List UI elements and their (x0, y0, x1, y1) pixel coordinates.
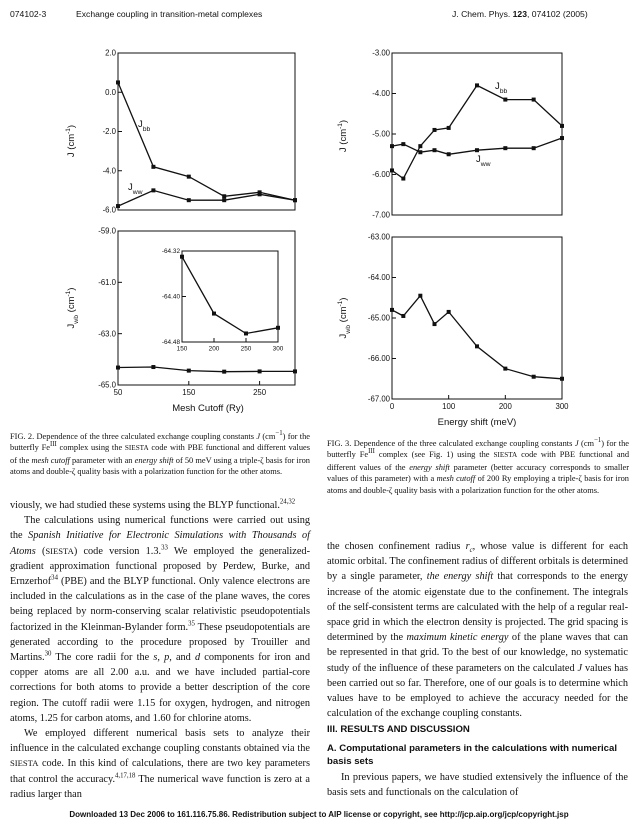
body-text: the chosen confinement radius (327, 541, 466, 552)
fig2-top-ytick-label: -2.0 (102, 127, 116, 137)
fig3-top-ytick-label: -4.00 (372, 89, 390, 99)
fig3-top-jww-marker (532, 146, 536, 150)
body-text: , (157, 652, 165, 664)
body-em: Spanish Initiative for Electronic Simulations with Thousands of Atoms (10, 530, 310, 557)
fig3-bottom-xtick-label: 0 (389, 401, 395, 411)
fig2-top-jww-marker (116, 204, 120, 208)
fig3-bottom-jwb-marker (418, 294, 422, 298)
fig2-top-label-jww: $J_{ww}$ (128, 182, 143, 196)
fig3-top-jww-marker (401, 142, 405, 146)
fig3-bottom-jwb-marker (447, 310, 451, 314)
fig3-top-label-jbb: $J_{bb}$ (495, 81, 508, 95)
fig2-top-jbb-marker (151, 165, 155, 169)
download-footer: Downloaded 13 Dec 2006 to 161.116.75.86. Redistribution subject to AIP license or copyright, see http://jcp.aip.org/jcp/copyright.jsp (69, 810, 569, 819)
fig3-top-jww-marker (503, 146, 507, 150)
fig3-top-jww-marker (433, 148, 437, 152)
fig3-top-jbb-marker (447, 126, 451, 130)
fig2-top-jww-marker (293, 198, 297, 202)
cap-text: Dependence of the three calculated exchange coupling constants (351, 439, 575, 448)
fig2-bottom-jwb-marker (258, 369, 262, 373)
fig3-top-panel (337, 49, 564, 220)
fig2-bottom-ylabel (65, 288, 80, 329)
body-text: ) code version 1.3. (73, 545, 162, 557)
article-year: , 074102 (2005) (527, 9, 588, 19)
fig3-bottom-ytick-label: -63.00 (367, 232, 390, 242)
right-paragraph-2: In previous papers, we have studied extensively the influence of the basis sets and functionals on the calculation of (327, 772, 628, 799)
svg-text:Jwb (cm-1): $J_{wb}$ $(cm^{-1})$ (337, 297, 352, 339)
fig3-bottom-jwb-marker (503, 367, 507, 371)
fig3-bottom-ytick-label: -65.00 (367, 313, 390, 323)
fig2-bottom-ytick-label: -65.0 (98, 380, 116, 390)
body-text: The numerical wave function is zero at a radius larger than (10, 773, 310, 800)
cap-text: code with PBE functional and different values of the (10, 443, 311, 465)
fig2-inset-ytick-label: -64.32 (161, 248, 180, 256)
fig2-top-jww-marker (222, 198, 226, 202)
figure-3 (332, 44, 574, 434)
figure-2 (60, 40, 305, 420)
citation: 30 (44, 650, 52, 658)
fig3-top-jbb-marker (390, 168, 394, 172)
fig3-top-ytick-label: -3.00 (372, 48, 390, 58)
journal-name: J. Chem. Phys. (452, 9, 511, 19)
fig2-bottom-xtick-label: 50 (113, 387, 123, 397)
fig3-bottom-jwb-marker (433, 322, 437, 326)
cap-text: parameter (better accuracy corresponds to smaller values of this parameter) with a (327, 462, 629, 484)
fig2-inset-xtick-label: 250 (240, 345, 252, 353)
fig2-top-ytick-label: -4.0 (102, 166, 116, 176)
svg-text:Jwb (cm-1): $J_{wb}$ $(cm^{-1})$ (65, 287, 80, 329)
body-text: ( (35, 545, 46, 557)
fig3-xlabel: Energy shift (meV) (437, 417, 517, 428)
body-text: values has been carried out so far. Therefore, one of our goals is to determine which values have to be employed to achieve the accuracy needed for the calculation of the exchange coupling constants. (327, 662, 628, 720)
cap-text: ) for the butterfly Fe (10, 432, 310, 453)
cap-text: (cm (260, 432, 276, 441)
fig2-inset-jwb-marker (212, 312, 216, 316)
fig2-top-jbb-marker (222, 194, 226, 198)
cap-text: of 50 meV using a triple-ζ basis for iron atoms and double-ζ quality basis with a polarization function for the other atoms. (10, 455, 310, 477)
cap-em: energy shift (409, 462, 450, 472)
fig2-bottom-jwb-marker (151, 365, 155, 369)
fig3-bottom-ytick-label: -66.00 (367, 354, 390, 364)
fig2-caption-label: FIG. 2. (10, 432, 35, 441)
citation: 4,17,18 (115, 772, 136, 780)
fig3-bottom-ytick-label: -67.00 (367, 394, 390, 404)
cap-text: parameter with an (69, 455, 135, 465)
fig3-top-jww-marker (475, 148, 479, 152)
fig2-top-ytick-label: 0.0 (105, 87, 116, 97)
body-text: components for iron and copper atoms are all 2.00 a.u. and we have included partial-core corrections for both atoms to provide a better description of the core region. The cutoff radii were 1.15 for oxygen, hydrogen, and nitrogen atoms, 1.25 for carbon atoms, and 1.60 for chlorine atoms. (10, 652, 310, 724)
page-id: 074102-3 (10, 9, 47, 19)
fig3-bottom-jwb-marker (401, 314, 405, 318)
body-text: of the plane waves that can be represented in that grid. To the best of our knowledge, no systematic study of the influence of these parameters on the calculated (327, 632, 628, 674)
cap-em: mesh cutoff (436, 474, 476, 484)
left-paragraph-2 (10, 513, 310, 726)
body-text: code. In this kind of calculations, there are two key parameters that control the accuracy. (10, 758, 310, 785)
cap-var: J (574, 439, 579, 448)
journal-volume: 123 (512, 9, 527, 19)
body-text: that corresponds to the energy increase of the atomic eigenstate due to the confinement. The integrals of the self-consistent terms are calculated with the help of a regular real-space grid in which the electron density is projected. The grid spacing is determined by the (327, 571, 628, 644)
cap-text: complex (see Fig. 1) using the (374, 450, 494, 460)
fig3-top-jbb-marker (503, 98, 507, 102)
fig2-top-label-jbb: $J_{bb}$ (138, 119, 151, 133)
journal-citation (452, 9, 588, 19)
fig3-top-ytick-label: -7.00 (372, 210, 390, 220)
fig3-top-label-jww: $J_{ww}$ (476, 154, 491, 168)
cap-em: energy shift (134, 455, 174, 465)
fig2-bottom-jwb-marker (222, 370, 226, 374)
body-em: c (469, 547, 473, 555)
body-text: We employed the generalized-gradient approximation functional proposed by Perdew, Burke, and Ernzerhof (10, 545, 310, 588)
fig3-bottom-frame (392, 237, 562, 399)
fig2-bottom-jwb-marker (187, 369, 191, 373)
fig2-bottom-xtick-label: 150 (182, 387, 196, 397)
fig3-top-ytick-label: -6.00 (372, 170, 390, 180)
fig3-top-jbb-marker (560, 124, 564, 128)
body-em: the energy shift (426, 571, 494, 583)
right-column-top (327, 539, 628, 721)
cap-siesta: SIESTA (124, 444, 149, 453)
fig2-inset-xtick-label: 200 (208, 345, 220, 353)
fig3-bottom-ytick-label: -64.00 (367, 273, 390, 283)
fig3-top-frame (392, 53, 562, 215)
body-text: These pseudopotentials are generated according to the procedure proposed by Trouiller and Martins. (10, 621, 310, 664)
body-siesta: SIESTA (45, 545, 74, 556)
svg-text:J (cm-1): J $(cm^{-1})$ (65, 124, 77, 158)
fig3-bottom-jwb-marker (390, 308, 394, 312)
right-paragraph-1 (327, 539, 628, 721)
fig2-top-jbb-marker (187, 175, 191, 179)
fig2-top-jbb-line (118, 82, 295, 200)
fig3-bottom-xtick-label: 100 (442, 401, 456, 411)
fig3-bottom-xtick-label: 200 (498, 401, 512, 411)
fig3-top-ytick-label: -5.00 (372, 129, 390, 139)
fig2-top-ytick-label: -6.0 (102, 205, 116, 215)
fig2-inset-jwb-marker (276, 326, 280, 330)
fig3-top-jbb-marker (418, 144, 422, 148)
body-text: , and (169, 652, 195, 664)
body-text: (PBE) and the BLYP functional. Only valence electrons are included in the calculations as in the case of the plane waves, the cores being replaced by norm-conserving scalar relativistic pseudopotentials factorized in the Kleinman-Bylander form. (10, 576, 310, 633)
fig3-bottom-jwb-line (392, 296, 562, 379)
fig3-top-jww-marker (447, 152, 451, 156)
cap-em: mesh cutoff (31, 455, 70, 465)
running-title: Exchange coupling in transition-metal complexes (76, 9, 263, 19)
fig2-bottom-jwb-marker (116, 366, 120, 370)
cap-siesta: SIESTA (493, 451, 518, 460)
cap-var: J (256, 432, 261, 441)
fig2-inset-xtick-label: 300 (272, 345, 284, 353)
body-text: , whose value is different for each atomic orbital. The confinement radius of different orbitals is determined by a single parameter, (327, 541, 628, 583)
fig3-top-jbb-marker (433, 128, 437, 132)
left-paragraph-3 (10, 726, 310, 802)
body-em: maximum kinetic energy (406, 632, 509, 644)
fig2-inset-ytick-label: -64.48 (161, 339, 180, 347)
body-em: r (465, 541, 470, 552)
fig3-caption (327, 438, 629, 496)
body-em: s (153, 652, 158, 664)
fig2-top-jbb-marker (116, 80, 120, 84)
fig2-top-ytick-label: 2.0 (105, 48, 116, 58)
cap-sup: −1 (594, 437, 602, 445)
cap-text: (cm (578, 439, 595, 448)
fig2-top-jww-line (118, 190, 295, 206)
citation: 24,32 (279, 498, 296, 506)
body-text: We employed different numerical basis sets to analyze their influence in the calculated exchange coupling constants obtained via the (10, 728, 310, 755)
cap-sup: III (49, 441, 57, 449)
cap-text: complex using the (56, 443, 125, 453)
fig3-bottom-ylabel (337, 298, 352, 339)
body-em: J (577, 662, 583, 674)
cap-text: ) for the butterfly Fe (327, 439, 630, 460)
fig3-bottom-jwb-marker (475, 344, 479, 348)
fig2-bottom-jwb-marker (293, 369, 297, 373)
fig2-inset-jwb-marker (244, 331, 248, 335)
cap-text: code with PBE functional and different values of the (327, 450, 630, 472)
fig2-caption (10, 431, 310, 478)
fig3-bottom-jwb-marker (560, 377, 564, 381)
body-text: The calculations using numerical functions were carried out using the (10, 515, 310, 542)
fig3-top-jww-marker (418, 150, 422, 154)
fig2-xlabel: Mesh Cutoff (Ry) (172, 403, 244, 414)
fig2-inset-ytick-label: -64.40 (161, 293, 180, 301)
subsection-heading: A. Computational parameters in the calculations with numerical basis sets (327, 743, 618, 767)
cap-sup: III (368, 448, 375, 456)
fig2-bottom-ytick-label: -59.0 (98, 226, 116, 236)
fig2-top-panel (65, 49, 297, 215)
cap-text: of 200 Ry employing a triple-ζ basis for iron atoms and double-ζ quality basis with a polarization function for the other atoms. (327, 474, 629, 495)
fig2-bottom-ytick-label: -61.0 (98, 278, 116, 288)
fig2-bottom-xtick-label: 250 (253, 387, 267, 397)
body-siesta: SIESTA (10, 758, 39, 769)
fig2-inset-jwb-marker (180, 255, 184, 259)
left-column (10, 498, 310, 802)
fig2-inset-xtick-label: 150 (176, 345, 188, 353)
fig3-top-jbb-marker (401, 177, 405, 181)
cap-sup: −1 (275, 430, 283, 438)
cap-text: Dependence of the three calculated exchange coupling constants (34, 432, 257, 441)
fig3-top-jbb-marker (532, 98, 536, 102)
fig3-top-jww-marker (560, 136, 564, 140)
fig2-top-jww-marker (187, 198, 191, 202)
fig2-top-jww-marker (258, 192, 262, 196)
fig3-top-ylabel (337, 120, 349, 152)
left-paragraph-1 (10, 498, 310, 513)
section-heading: III. RESULTS AND DISCUSSION (327, 724, 470, 735)
fig3-bottom-panel (337, 233, 569, 428)
right-column-bottom (327, 770, 628, 800)
citation: 35 (188, 620, 195, 628)
body-em: d (194, 652, 201, 664)
citation: 33 (161, 544, 168, 552)
fig2-top-ylabel (65, 125, 77, 157)
body-text: viously, we had studied these systems using the BLYP functional. (10, 500, 280, 511)
body-text: The core radii for the (51, 652, 154, 664)
fig3-bottom-jwb-marker (532, 375, 536, 379)
fig3-top-jbb-marker (475, 83, 479, 87)
fig2-bottom-jwb-line (118, 367, 295, 372)
fig3-caption-label: FIG. 3. (327, 439, 352, 448)
body-em: p (164, 652, 170, 664)
fig2-top-jww-marker (151, 188, 155, 192)
fig3-top-jww-marker (390, 144, 394, 148)
fig3-bottom-xtick-label: 300 (555, 401, 569, 411)
fig2-bottom-ytick-label: -63.0 (98, 329, 116, 339)
citation: 34 (51, 574, 58, 582)
fig2-inset-frame (182, 251, 278, 342)
svg-text:J (cm-1): J $(cm^{-1})$ (337, 119, 349, 153)
fig2-bottom-panel (65, 227, 297, 414)
